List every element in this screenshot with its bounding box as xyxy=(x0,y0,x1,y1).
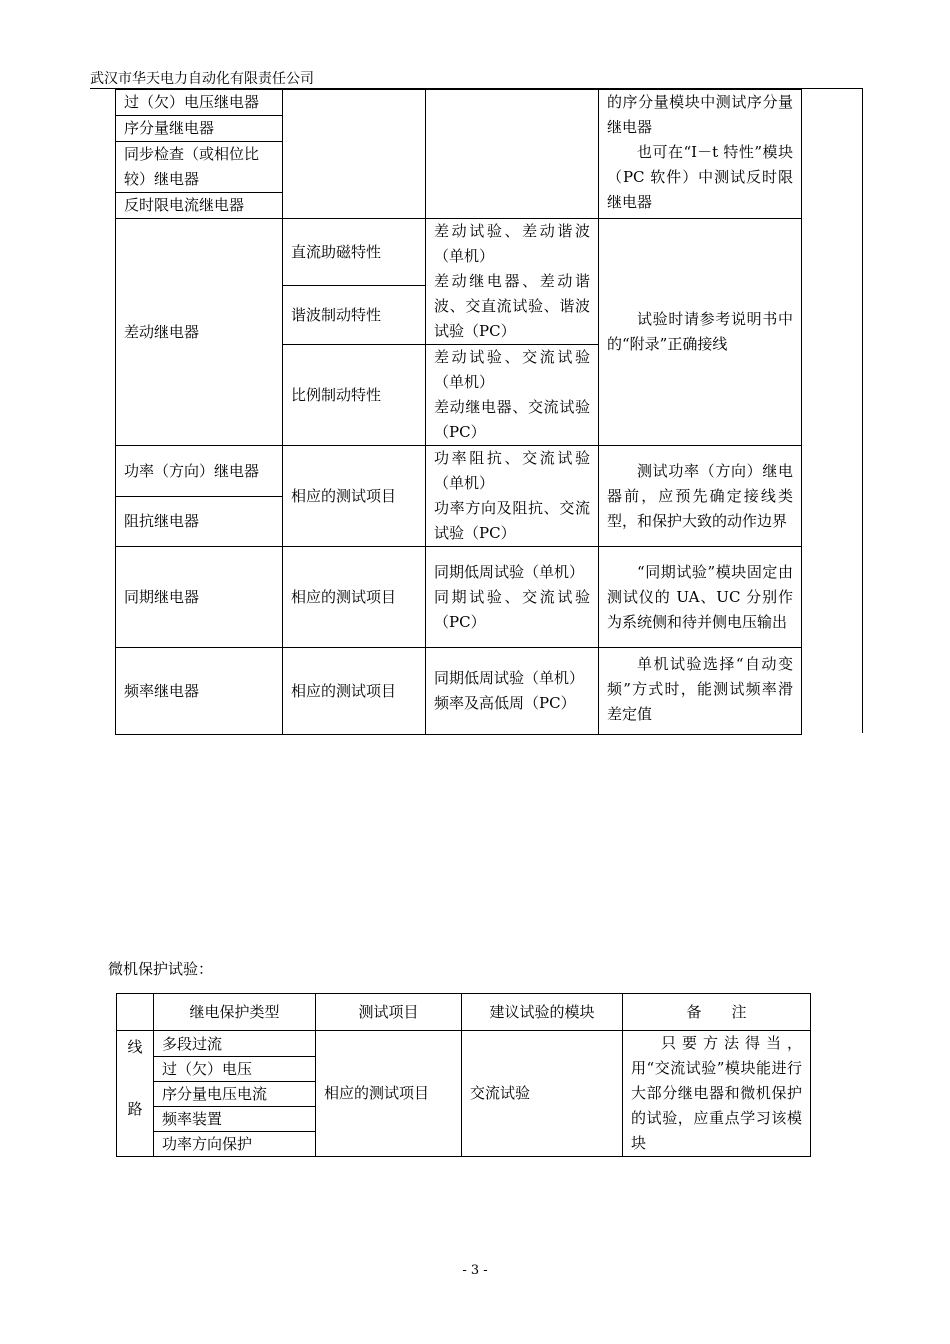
module-cell xyxy=(426,345,599,446)
module-text: 差动继电器、交流试验（PC） xyxy=(434,398,590,441)
relay-type-cell: 反时限电流继电器 xyxy=(116,193,283,219)
type-list-cell xyxy=(154,1031,316,1157)
type-item: 序分量电压电流 xyxy=(154,1081,315,1106)
module-text: 功率方向及阻抗、交流试验（PC） xyxy=(434,499,590,542)
note-text: “同期试验”模块固定由测试仪的 UA、UC 分别作为系统侧和待并侧电压输出 xyxy=(607,562,793,631)
note-text: 试验时请参考说明书中的“附录”正确接线 xyxy=(607,310,793,353)
relay-type-cell: 阻抗继电器 xyxy=(116,497,283,547)
module-cell xyxy=(426,648,599,735)
type-item: 功率方向保护 xyxy=(154,1131,315,1156)
note-cell xyxy=(599,90,802,219)
module-cell xyxy=(426,219,599,345)
note-cell xyxy=(599,446,802,547)
test-item-cell: 比例制动特性 xyxy=(283,345,426,446)
row-label-cell xyxy=(117,1031,154,1157)
note-cell xyxy=(599,547,802,648)
relay-type-cell: 差动继电器 xyxy=(116,219,283,446)
test-item-cell: 谐波制动特性 xyxy=(283,286,426,345)
module-text: 同期低周试验（单机） xyxy=(434,562,585,581)
margin-rule xyxy=(862,88,863,733)
note-text: 单机试验选择“自动变频”方式时，能测试频率滑差定值 xyxy=(607,655,793,723)
note-cell xyxy=(599,219,802,446)
header-cell xyxy=(117,994,154,1031)
note-text: 的序分量模块中测试序分量继电器 xyxy=(607,93,793,136)
module-text: 同期低周试验（单机） xyxy=(434,669,585,687)
relay-type-cell: 功率（方向）继电器 xyxy=(116,446,283,497)
header-cell: 测试项目 xyxy=(316,994,462,1031)
module-text: 频率及高低周（PC） xyxy=(434,694,576,712)
type-item: 频率装置 xyxy=(154,1106,315,1131)
relay-type-cell: 同步检查（或相位比较）继电器 xyxy=(116,142,283,193)
row-label: 线 xyxy=(127,1038,143,1056)
note-cell xyxy=(599,648,802,735)
relay-type-cell: 过（欠）电压继电器 xyxy=(116,90,283,116)
type-item: 过（欠）电压 xyxy=(154,1056,315,1081)
relay-type-cell: 频率继电器 xyxy=(116,648,283,735)
test-item-cell xyxy=(283,90,426,219)
microprocessor-test-table xyxy=(116,993,811,1157)
type-item: 多段过流 xyxy=(154,1032,315,1057)
header-cell: 建议试验的模块 xyxy=(462,994,623,1031)
module-text: 同期试验、交流试验（PC） xyxy=(434,587,590,631)
module-cell xyxy=(426,547,599,648)
test-item-cell: 相应的测试项目 xyxy=(283,446,426,547)
test-item-cell: 相应的测试项目 xyxy=(283,547,426,648)
note-text: 只要方法得当，用“交流试验”模块能进行大部分继电器和微机保护的试验，应重点学习该模块 xyxy=(631,1034,802,1152)
header-cell: 继电保护类型 xyxy=(154,994,316,1031)
section-title: 微机保护试验： xyxy=(108,960,214,978)
header-cell: 备 注 xyxy=(623,994,811,1031)
note-text: 也可在“I－t 特性”模块（PC 软件）中测试反时限继电器 xyxy=(607,143,793,211)
module-cell: 交流试验 xyxy=(462,1031,623,1157)
page-number: - 3 - xyxy=(462,1263,488,1278)
page-header: 武汉市华天电力自动化有限责任公司 xyxy=(90,71,314,87)
test-item-cell: 相应的测试项目 xyxy=(316,1031,462,1157)
module-text: 差动试验、交流试验（单机） xyxy=(434,348,590,391)
note-text: 测试功率（方向）继电器前，应预先确定接线类型，和保护大致的动作边界 xyxy=(607,461,793,530)
test-item-cell: 直流助磁特性 xyxy=(283,219,426,286)
test-item-cell: 相应的测试项目 xyxy=(283,648,426,735)
type-list xyxy=(154,1032,315,1156)
relay-type-cell: 同期继电器 xyxy=(116,547,283,648)
module-text: 功率阻抗、交流试验（单机） xyxy=(434,449,590,492)
module-cell xyxy=(426,90,599,219)
module-cell xyxy=(426,446,599,547)
note-cell xyxy=(623,1031,811,1157)
module-text: 差动试验、差动谐波（单机） xyxy=(434,222,590,265)
relay-test-table xyxy=(115,89,802,735)
relay-type-cell: 序分量继电器 xyxy=(116,116,283,142)
row-label: 路 xyxy=(127,1100,143,1118)
module-text: 差动继电器、差动谐波、交直流试验、谐波试验（PC） xyxy=(434,272,590,340)
